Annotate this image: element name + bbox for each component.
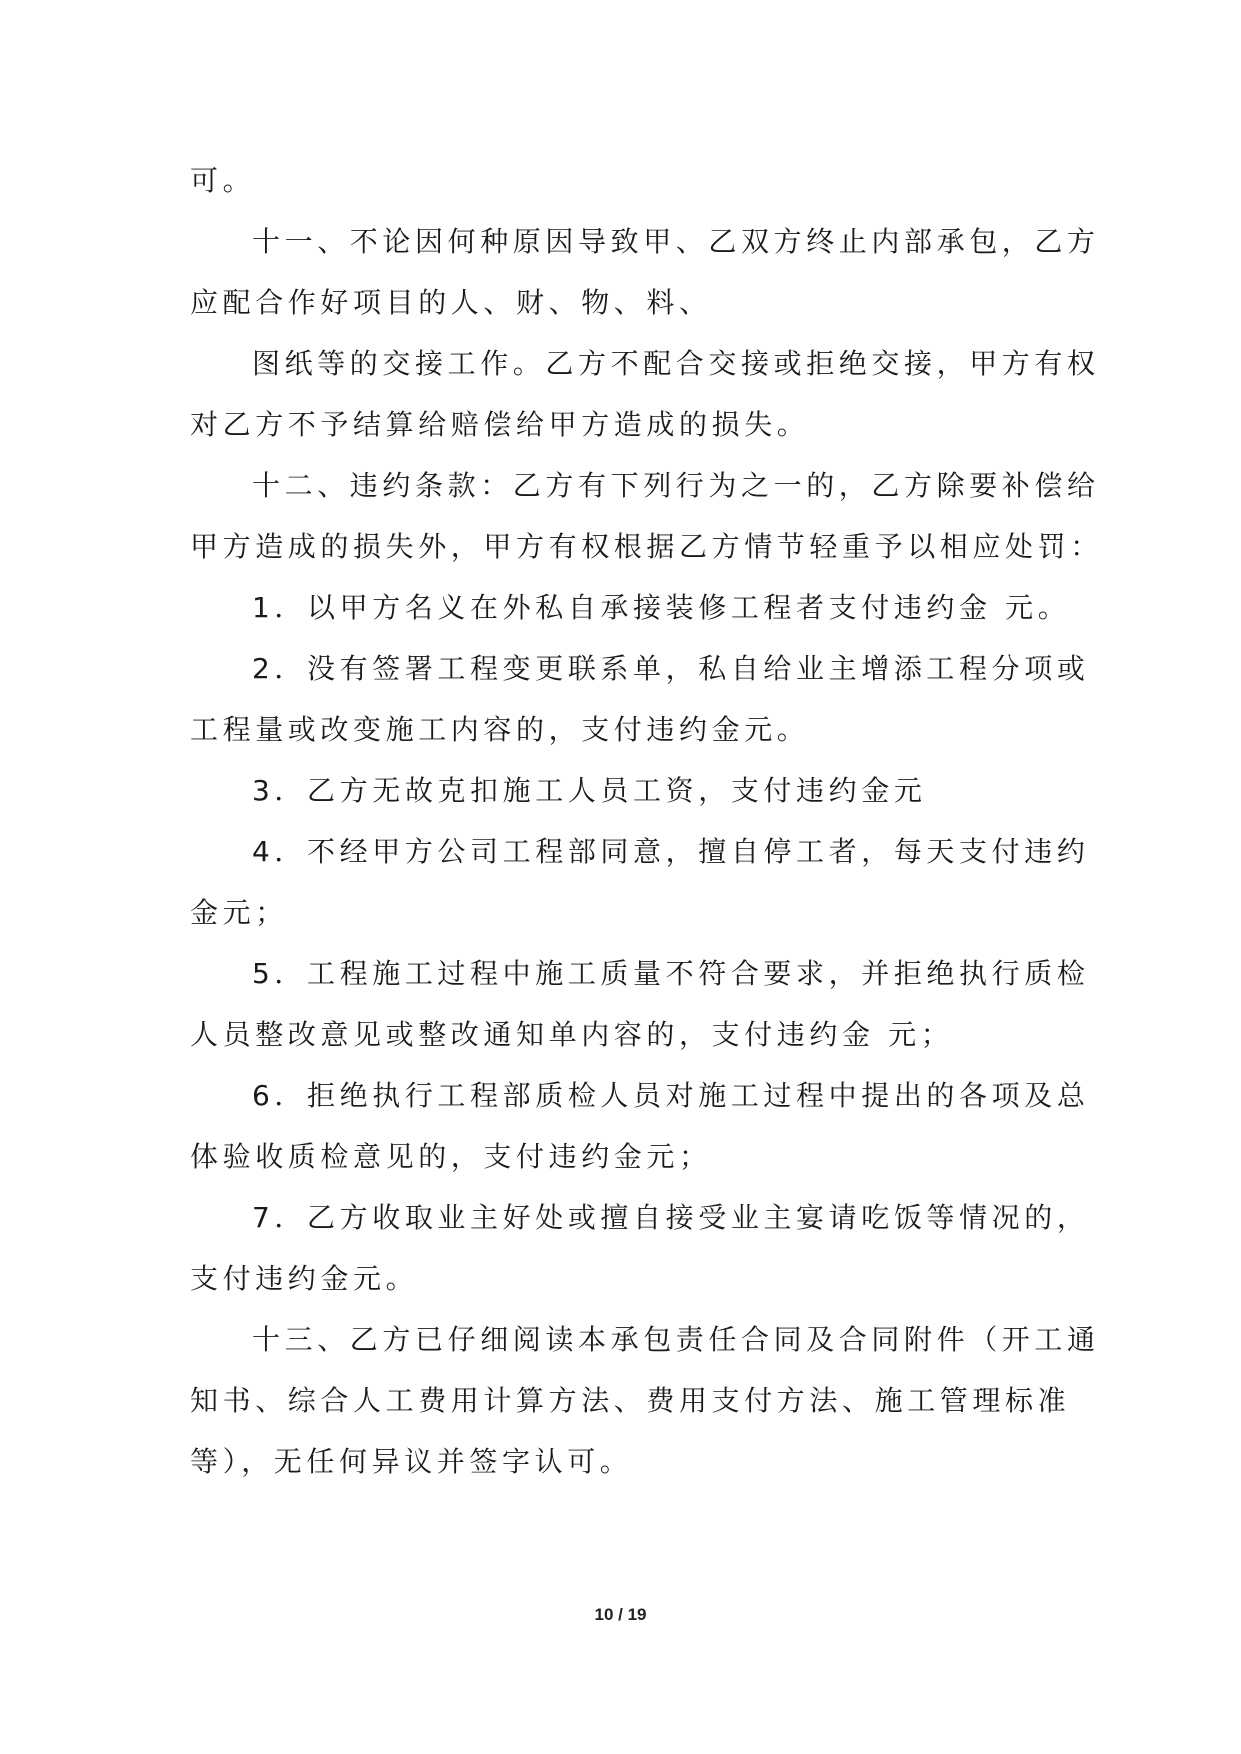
text-line: 十一、不论因何种原因导致甲、乙双方终止内部承包，乙方 [252, 225, 1100, 258]
text-line: 十二、违约条款：乙方有下列行为之一的，乙方除要补偿给 [252, 469, 1100, 502]
text-line: 4．不经甲方公司工程部同意，擅自停工者，每天支付违约 [252, 835, 1090, 868]
text-line: 金元； [190, 896, 288, 929]
text-line: 2．没有签署工程变更联系单，私自给业主增添工程分项或 [252, 652, 1090, 685]
text-line: 支付违约金元。 [190, 1262, 419, 1295]
text-line: 体验收质检意见的，支付违约金元； [190, 1140, 712, 1173]
text-line: 可。 [190, 164, 256, 197]
text-line: 甲方造成的损失外，甲方有权根据乙方情节轻重予以相应处罚： [190, 530, 1103, 563]
text-line: 1．以甲方名义在外私自承接装修工程者支付违约金 元。 [252, 591, 1071, 624]
text-line: 十三、乙方已仔细阅读本承包责任合同及合同附件（开工通 [252, 1323, 1100, 1356]
text-line: 知书、综合人工费用计算方法、费用支付方法、施工管理标准 [190, 1384, 1071, 1417]
text-line: 工程量或改变施工内容的，支付违约金元。 [190, 713, 810, 746]
text-line: 等），无任何异议并签字认可。 [190, 1445, 633, 1478]
page-number: 10 / 19 [594, 1605, 647, 1624]
text-line: 图纸等的交接工作。乙方不配合交接或拒绝交接，甲方有权 [252, 347, 1100, 380]
text-line: 6．拒绝执行工程部质检人员对施工过程中提出的各项及总 [252, 1079, 1090, 1112]
document-body [190, 150, 1103, 1492]
text-line: 对乙方不予结算给赔偿给甲方造成的损失。 [190, 408, 810, 441]
text-line: 3．乙方无故克扣施工人员工资，支付违约金元 [252, 774, 927, 807]
text-line: 应配合作好项目的人、财、物、料、 [190, 286, 712, 319]
text-line: 7．乙方收取业主好处或擅自接受业主宴请吃饭等情况的， [252, 1201, 1090, 1234]
text-line: 5．工程施工过程中施工质量不符合要求，并拒绝执行质检 [252, 957, 1090, 990]
text-line: 人员整改意见或整改通知单内容的，支付违约金 元； [190, 1018, 954, 1051]
